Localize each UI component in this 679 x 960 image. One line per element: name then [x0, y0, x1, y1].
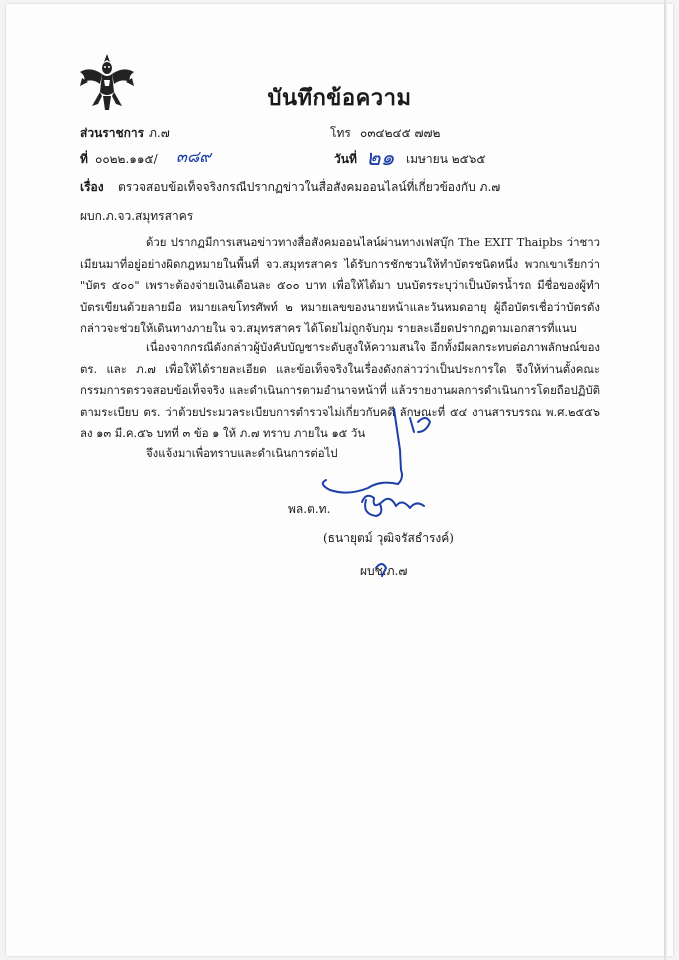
agency-value: ภ.๗: [149, 126, 170, 140]
signer-title: ผบช.ภ.๗: [360, 564, 408, 578]
body-paragraph-1: ด้วย ปรากฏมีการเสนอข่าวทางสื่อสังคมออนไลน์ผ่านทางเฟสบุ๊ก The EXIT Thaipbs ว่าชาวเมียนมาที่อยู่อย่างผิดกฎหมายในพื้นที่ จว.สมุทรสาคร ได้รับการชักชวนให้ทำบัตรชนิดหนึ่ง พวกเขาเรียกว่า "บัตร ๕๐๐" เพราะต้องจ่ายเงินเดือนละ ๕๐๐ บาท เพื่อให้ได้มา บนบัตรระบุว่าเป็นบัตรน้ำรถ มีชื่อของผู้ทำบัตรเขียนด้วยลายมือ หมายเลขโทรศัพท์ ๒ หมายเลขของนายหน้าและวันหมดอายุ ผู้ถือบัตรเชื่อว่าบัตรดังกล่าวจะช่วยให้เดินทางภายใน จว.สมุทรสาคร ได้โดยไม่ถูกจับกุม รายละเอียดปรากฏตามเอกสารที่แนบ: [80, 235, 600, 336]
number-value: ๐๐๒๒.๑๑๕/: [95, 152, 158, 166]
memo-title: บันทึกข้อความ: [267, 85, 412, 111]
subject-label: เรื่อง: [80, 180, 104, 194]
number-label: ที่: [80, 152, 88, 166]
number-handwritten: ๓๘๙: [176, 147, 211, 166]
date-handwritten: ๒๑: [366, 146, 395, 171]
signer-rank: พล.ต.ท.: [288, 502, 331, 516]
date-label: วันที่: [334, 152, 357, 166]
phone-value: ๐๓๔๒๔๕ ๗๗๒: [360, 126, 441, 140]
body-paragraph-3: จึงแจ้งมาเพื่อทราบและดำเนินการต่อไป: [146, 446, 338, 460]
phone-label: โทร: [330, 126, 351, 140]
body-paragraph-2: เนื่องจากกรณีดังกล่าวผู้บังคับบัญชาระดับสูงให้ความสนใจ อีกทั้งมีผลกระทบต่อภาพลักษณ์ของ ตร. และ ภ.๗ เพื่อให้ได้รายละเอียด และข้อเท็จจริงในเรื่องดังกล่าวว่าเป็นประการใด จึงให้ท่านตั้งคณะกรรมการตรวจสอบข้อเท็จจริง และดำเนินการตามอำนาจหน้าที่ แล้วรายงานผลการดำเนินการโดยถือปฏิบัติตามระเบียบ ตร. ว่าด้วยประมวลระเบียบการตำรวจไม่เกี่ยวกับคดี ลักษณะที่ ๕๔ งานสารบรรณ พ.ศ.๒๕๕๖ ลง ๑๓ มี.ค.๕๖ บทที่ ๓ ข้อ ๑ ให้ ภ.๗ ทราบ ภายใน ๑๕ วัน: [80, 340, 600, 441]
addressee: ผบก.ภ.จว.สมุทรสาคร: [80, 209, 194, 223]
subject-value: ตรวจสอบข้อเท็จจริงกรณีปรากฏข่าวในสื่อสังคมออนไลน์ที่เกี่ยวข้องกับ ภ.๗: [118, 180, 501, 194]
date-value: เมษายน ๒๕๖๕: [406, 152, 486, 166]
signer-name: (ธนายุตม์ วุฒิจรัสธำรงค์): [323, 531, 454, 545]
agency-label: ส่วนราชการ: [80, 126, 145, 140]
